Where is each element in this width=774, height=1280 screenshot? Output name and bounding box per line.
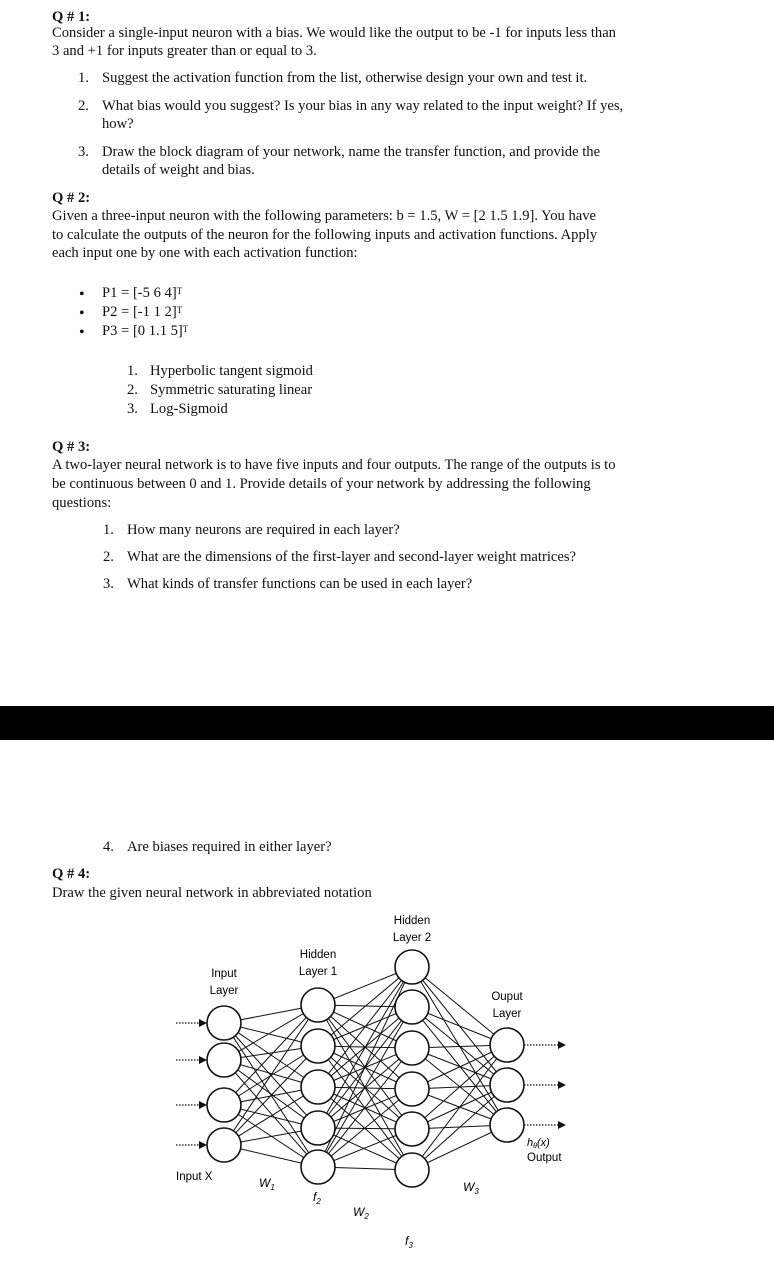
hidden-layer-1-label-line1: Hidden — [299, 949, 337, 961]
q2-intro-line1: Given a three-input neuron with the following parameters: b = 1.5, W = [2 1.5 1.9]. You have — [52, 208, 597, 224]
input-layer-label-line1: Input — [211, 968, 237, 980]
neuron-layer-1 — [207, 1128, 241, 1162]
q3-item-3-text: What kinds of transfer functions can be used in each layer? — [127, 576, 473, 592]
output-arrow-head — [558, 1121, 566, 1129]
neuron-layer-1 — [207, 1006, 241, 1040]
neuron-layer-3 — [395, 1031, 429, 1065]
q3-intro-line3: questions: — [52, 495, 112, 511]
q4-heading: Q # 4: — [52, 866, 91, 882]
q2-function-2-text: Symmetric saturating linear — [150, 382, 313, 398]
q2-input-p1: P1 = [-5 6 4]$^T$ — [102, 285, 183, 301]
connection-lines — [224, 967, 507, 1170]
q3-heading: Q # 3: — [52, 439, 91, 455]
neuron-layer-2 — [301, 1111, 335, 1145]
output-label: Output — [527, 1152, 562, 1164]
q2-heading: Q # 2: — [52, 190, 91, 206]
input-arrow-head — [199, 1056, 207, 1064]
bullet-dot-icon: • — [79, 286, 85, 303]
bullet-dot-icon: • — [79, 324, 85, 341]
output-arrow-head — [558, 1041, 566, 1049]
q1-item-2-number: 2. — [78, 98, 89, 114]
q1-item-3-number: 3. — [78, 144, 89, 160]
q1-item-1-number: 1. — [78, 70, 89, 86]
q3-item-3-number: 3. — [103, 576, 114, 592]
input-arrow-head — [199, 1101, 207, 1109]
q2-function-3-number: 3. — [127, 401, 138, 417]
q2-function-1-number: 1. — [127, 363, 138, 379]
q1-item-3-text-line1: Draw the block diagram of your network, name the transfer function, and provide the — [102, 144, 601, 160]
bullet-dot-icon: • — [79, 305, 85, 322]
q1-heading: Q # 1: — [52, 9, 91, 25]
q2-input-p3: P3 = [0 1.1 5]$^T$ — [102, 323, 189, 339]
f3-label: $f_3$ — [405, 1234, 413, 1250]
input-arrow-head — [199, 1141, 207, 1149]
neuron-layer-3 — [395, 1112, 429, 1146]
w1-label: $W_1$ — [259, 1176, 275, 1192]
q3-intro-line2: be continuous between 0 and 1. Provide details of your network by addressing the following — [52, 476, 591, 492]
output-layer-label-line2: Layer — [492, 1008, 522, 1020]
q1-intro-line2: 3 and +1 for inputs greater than or equal to 3. — [52, 43, 317, 59]
neuron-layer-3 — [395, 1153, 429, 1187]
q3-item-2-number: 2. — [103, 549, 114, 565]
q1-intro-line1: Consider a single-input neuron with a bias. We would like the output to be -1 for inputs less than — [52, 25, 616, 41]
output-arrow-head — [558, 1081, 566, 1089]
neuron-layer-4 — [490, 1028, 524, 1062]
neuron-layer-4 — [490, 1068, 524, 1102]
hidden-layer-1-label-line2: Layer 1 — [298, 966, 338, 978]
neuron-layer-3 — [395, 990, 429, 1024]
w2-label: $W_2$ — [353, 1205, 369, 1221]
q3-item-1-text: How many neurons are required in each layer? — [127, 522, 400, 538]
hidden-layer-2-label-line1: Hidden — [393, 915, 431, 927]
q2-input-p2: P2 = [-1 1 2]$^T$ — [102, 304, 183, 320]
neuron-layer-2 — [301, 988, 335, 1022]
q1-item-2-text-line1: What bias would you suggest? Is your bias in any way related to the input weight? If yes, — [102, 98, 624, 114]
input-layer-label-line2: Layer — [209, 985, 239, 997]
q3-item-4-text: Are biases required in either layer? — [127, 839, 332, 855]
q3-item-2-text: What are the dimensions of the first-layer and second-layer weight matrices? — [127, 549, 576, 565]
neuron-layer-1 — [207, 1088, 241, 1122]
neuron-layer-3 — [395, 1072, 429, 1106]
input-x-label: Input X — [176, 1171, 213, 1183]
neuron-layer-2 — [301, 1029, 335, 1063]
q2-function-1-text: Hyperbolic tangent sigmoid — [150, 363, 313, 379]
q2-intro-line3: each input one by one with each activation function: — [52, 245, 358, 261]
neuron-layer-1 — [207, 1043, 241, 1077]
q2-function-2-number: 2. — [127, 382, 138, 398]
q3-item-1-number: 1. — [103, 522, 114, 538]
output-layer-label-line1: Ouput — [491, 991, 523, 1003]
neuron-layer-3 — [395, 950, 429, 984]
h-theta-label: hθ(x) — [527, 1137, 550, 1150]
q1-item-1-text: Suggest the activation function from the list, otherwise design your own and test it. — [102, 70, 588, 86]
q3-intro-line1: A two-layer neural network is to have five inputs and four outputs. The range of the outputs is to — [52, 457, 616, 473]
neuron-layer-2 — [301, 1070, 335, 1104]
q2-intro-line2: to calculate the outputs of the neuron for the following inputs and activation functions. Apply — [52, 227, 598, 243]
q1-item-2-text-line2: how? — [102, 116, 134, 132]
neuron-layer-4 — [490, 1108, 524, 1142]
q2-function-3-text: Log-Sigmoid — [150, 401, 228, 417]
hidden-layer-2-label-line2: Layer 2 — [392, 932, 432, 944]
connection-line — [318, 967, 412, 1087]
q3-item-4-number: 4. — [103, 839, 114, 855]
input-arrow-head — [199, 1019, 207, 1027]
neuron-layer-2 — [301, 1150, 335, 1184]
q4-intro: Draw the given neural network in abbreviated notation — [52, 885, 372, 901]
w3-label: $W_3$ — [463, 1180, 479, 1196]
f2-label: $f_2$ — [313, 1190, 321, 1206]
q1-item-3-text-line2: details of weight and bias. — [102, 162, 255, 178]
